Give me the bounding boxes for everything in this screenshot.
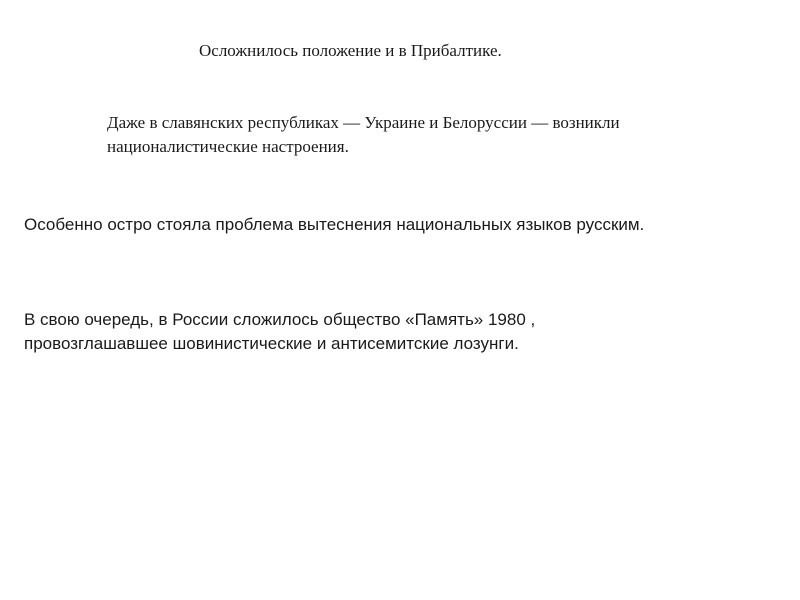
language-problem-paragraph: Особенно остро стояла проблема вытеснения национальных языков русским. [24,215,645,234]
pamyat-society-paragraph [24,308,535,356]
pamyat-line-2: провозглашавшее шовинистические и антисемитские лозунги. [24,334,519,353]
slavic-republics-paragraph [107,111,620,159]
slavic-republics-line-1: Даже в славянских республиках — Украине и Белоруссии — возникли [107,113,620,132]
pamyat-line-1: В свою очередь, в России сложилось общество «Память» 1980 , [24,310,536,329]
baltic-statement: Осложнилось положение и в Прибалтике. [199,41,502,60]
slavic-republics-line-2: националистические настроения. [107,137,349,156]
